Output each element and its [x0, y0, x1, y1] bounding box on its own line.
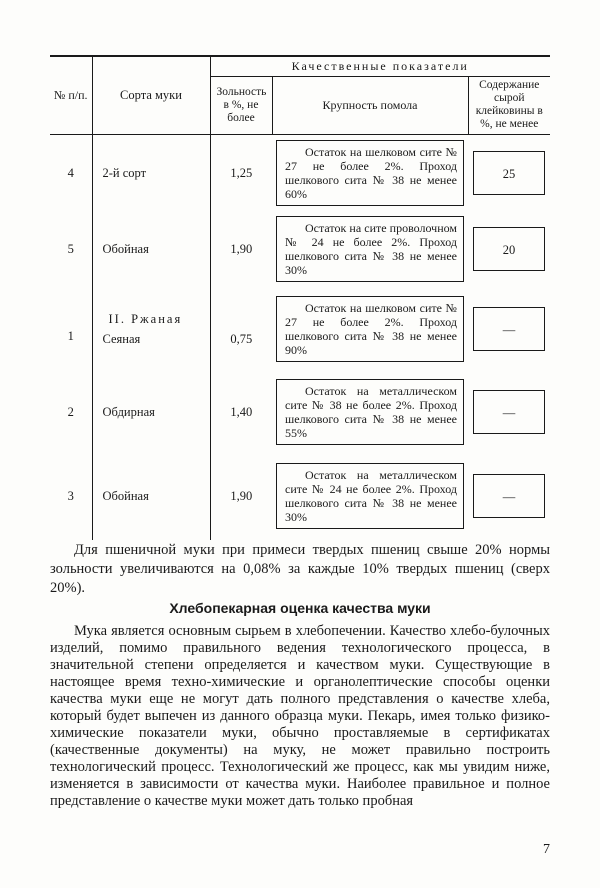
gluten-value: — — [473, 307, 545, 351]
gluten-value: 25 — [473, 151, 545, 195]
row-coarseness — [272, 372, 468, 452]
header-num: № п/п. — [50, 56, 92, 134]
header-quality-group: Качественные показатели — [210, 56, 550, 76]
row-ash: 0,75 — [210, 286, 272, 372]
row-num: 1 — [67, 329, 74, 343]
row-gluten — [468, 372, 550, 452]
row-gluten — [468, 134, 550, 212]
row-ash: 1,90 — [210, 212, 272, 286]
row-num: 5 — [67, 242, 74, 256]
row-num: 3 — [67, 489, 74, 503]
table-row — [50, 286, 550, 372]
gluten-value: 20 — [473, 227, 545, 271]
gluten-value: — — [473, 474, 545, 518]
gluten-value: — — [473, 390, 545, 434]
row-num: 4 — [67, 166, 74, 181]
coarseness-text: Остаток на металлическом сите № 38 не более 2%. Проход шелкового сита № 38 не менее 55% — [276, 379, 464, 445]
coarseness-text: Остаток на шелковом сите № 27 не более 2%. Проход шелкового сита № 38 не менее 60% — [276, 140, 464, 206]
table-row — [50, 452, 550, 540]
row-sort: 2-й сорт — [92, 134, 210, 212]
header-coarseness: Крупность помола — [272, 76, 468, 134]
rye-group-label: II. Ржаная — [108, 312, 183, 326]
row-sort: Обойная — [92, 452, 210, 540]
page-number: 7 — [543, 842, 550, 857]
section-title: Хлебопекарная оценка качества муки — [169, 600, 431, 616]
header-ash: Зольность в %, не более — [210, 76, 272, 134]
row-sort-name: Сеяная — [102, 332, 141, 346]
row-sort — [92, 286, 210, 372]
row-sort: Обдирная — [92, 372, 210, 452]
body-paragraph: Мука является основным сырьем в хлебопечении. Качество хлебо-булочных изделий, помимо правильного ведения технологического процесса, в значительной степени определяется и качеством муки. Существующие в настоящее время техно-химические и органолептические способы оценки качества муки еще не могут дать полного представления о качестве хлеба, который будет выпечен из данного образца муки. Пекарь, имея только физико-химические показатели муки, обычно проставляемые в сертификатах (качественные документы) на муку, не может правильно построить технологический процесс. Технологический же процесс, как мы увидим ниже, изменяется в зависимости от качества муки. Наиболее правильное и полное представление о качестве муки может дать только пробная — [50, 623, 550, 809]
row-gluten — [468, 286, 550, 372]
row-num: 2 — [67, 405, 74, 419]
header-gluten: Содержание сырой клейковины в %, не менее — [468, 76, 550, 134]
row-coarseness — [272, 212, 468, 286]
table-row — [50, 212, 550, 286]
table-row — [50, 372, 550, 452]
table-header-row — [50, 56, 550, 76]
row-ash: 1,90 — [210, 452, 272, 540]
row-ash: 1,40 — [210, 372, 272, 452]
row-coarseness — [272, 452, 468, 540]
row-gluten — [468, 452, 550, 540]
row-coarseness — [272, 134, 468, 212]
table-row — [50, 134, 550, 212]
header-sort: Сорта муки — [92, 56, 210, 134]
flour-quality-table — [50, 55, 550, 540]
hard-wheat-note: Для пшеничной муки при примеси твердых пшениц свыше 20% нормы зольности увеличиваются на 0,08% за каждые 10% твердых пшениц (сверх 20%). — [50, 542, 550, 596]
coarseness-text: Остаток на сите проволочном № 24 не более 2%. Проход шелкового сита № 38 не менее 30% — [276, 216, 464, 282]
coarseness-text: Остаток на металлическом сите № 24 не более 2%. Проход шелкового сита № 38 не менее 30% — [276, 463, 464, 529]
row-ash: 1,25 — [210, 134, 272, 212]
coarseness-text: Остаток на шелковом сите № 27 не более 2%. Проход шелкового сита № 38 не менее 90% — [276, 296, 464, 362]
row-sort: Обойная — [92, 212, 210, 286]
row-gluten — [468, 212, 550, 286]
row-coarseness — [272, 286, 468, 372]
